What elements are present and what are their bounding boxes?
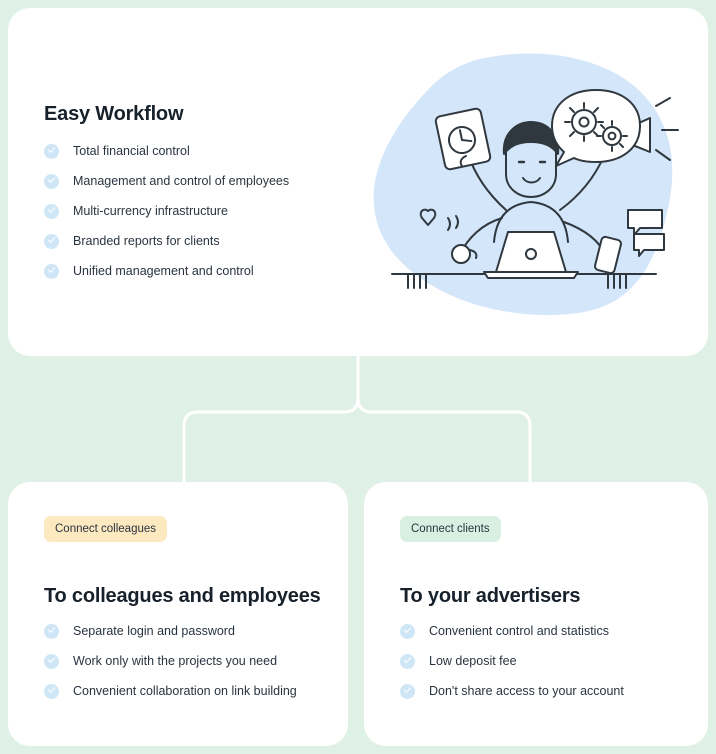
feature-label: Total financial control [73, 144, 190, 158]
connector-lines [0, 350, 716, 490]
feature-label: Unified management and control [73, 264, 254, 278]
list-item [44, 616, 297, 646]
colleagues-feature-list [44, 616, 297, 706]
colleagues-card-title: To colleagues and employees [44, 584, 321, 607]
list-item [44, 226, 289, 256]
feature-label: Low deposit fee [429, 654, 517, 668]
feature-label: Convenient collaboration on link building [73, 684, 297, 698]
list-item [44, 196, 289, 226]
multitasking-person-illustration [356, 42, 686, 342]
list-item [44, 676, 297, 706]
easy-workflow-card [8, 8, 708, 356]
feature-label: Multi-currency infrastructure [73, 204, 228, 218]
status-badge-connect-clients: Connect clients [400, 516, 501, 542]
check-circle-icon [44, 654, 59, 669]
check-circle-icon [44, 264, 59, 279]
top-feature-list [44, 136, 289, 286]
check-circle-icon [44, 174, 59, 189]
advertisers-feature-list [400, 616, 624, 706]
feature-label: Don't share access to your account [429, 684, 624, 698]
feature-label: Work only with the projects you need [73, 654, 278, 668]
check-circle-icon [400, 624, 415, 639]
advertisers-card-title: To your advertisers [400, 584, 581, 607]
list-item [400, 676, 624, 706]
check-circle-icon [400, 684, 415, 699]
list-item [400, 646, 624, 676]
feature-label: Separate login and password [73, 624, 235, 638]
check-circle-icon [44, 624, 59, 639]
feature-label: Convenient control and statistics [429, 624, 609, 638]
page-title: Easy Workflow [44, 102, 184, 125]
list-item [400, 616, 624, 646]
colleagues-card [8, 482, 348, 746]
list-item [44, 256, 289, 286]
feature-label: Management and control of employees [73, 174, 290, 188]
feature-label: Branded reports for clients [73, 234, 220, 248]
check-circle-icon [44, 684, 59, 699]
check-circle-icon [44, 234, 59, 249]
status-badge-connect-colleagues: Connect colleagues [44, 516, 167, 542]
check-circle-icon [44, 204, 59, 219]
advertisers-card [364, 482, 708, 746]
list-item [44, 166, 289, 196]
check-circle-icon [400, 654, 415, 669]
list-item [44, 136, 289, 166]
list-item [44, 646, 297, 676]
check-circle-icon [44, 144, 59, 159]
